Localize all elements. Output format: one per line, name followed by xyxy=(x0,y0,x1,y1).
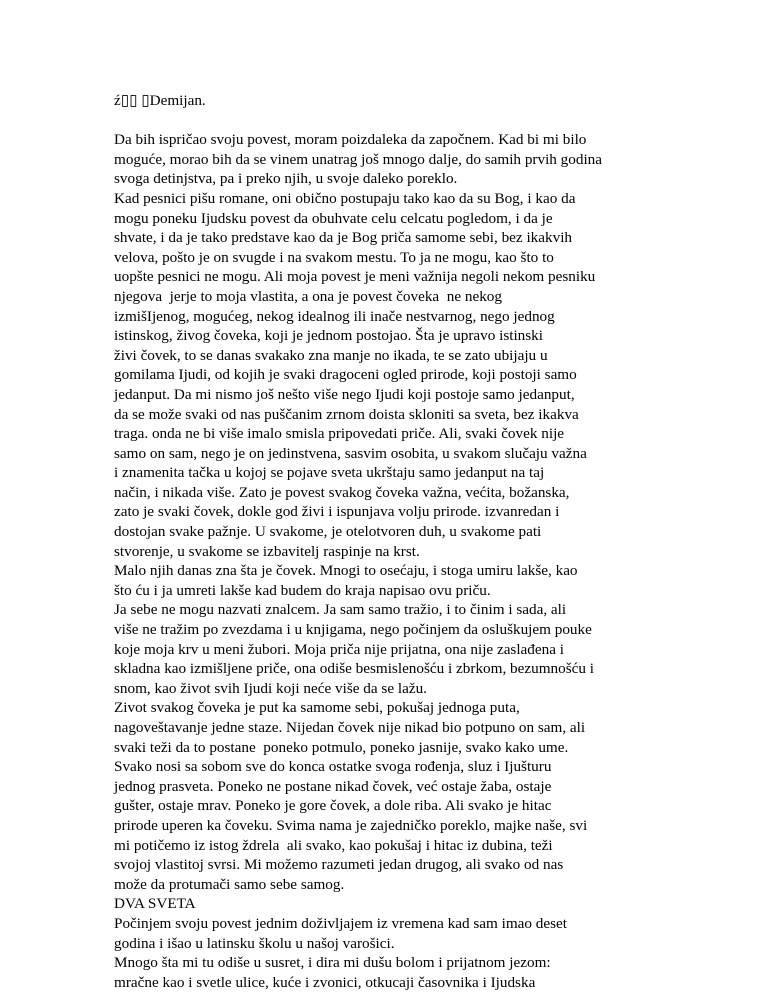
text-line: Ja sebe ne mogu nazvati znalcem. Ja sam samo tražio, i to činim i sada, ali xyxy=(114,601,567,619)
text-line: živi čovek, to se danas svakako zna manje no ikada, te se zato ubijaju u xyxy=(114,346,548,364)
text-line: način, i nikada više. Zato je povest svakog čoveka važna, većita, božanska, xyxy=(114,483,570,501)
document-body xyxy=(114,130,734,992)
text-line: mogu poneku Ijudsku povest da obuhvate celu celcatu pogledom, i da je xyxy=(114,209,553,227)
text-line: dostojan svake pažnje. U svakome, je otelotvoren duh, u svakome pati xyxy=(114,523,542,541)
text-line: prirode uperen ka čoveku. Svima nama je zajedničko poreklo, majke naše, svi xyxy=(114,816,588,834)
text-line: Svako nosi sa sobom sve do konca ostatke svoga rođenja, sluz i Ijušturu xyxy=(114,758,552,776)
text-line: svoga detinjstva, pa i preko njih, u svoje daleko poreklo. xyxy=(114,170,458,188)
text-line: može da protumači samo sebe samog. xyxy=(114,875,345,893)
text-line: jedanput. Da mi nismo još nešto više nego Ijudi koji postoje samo jedanput, xyxy=(114,385,575,403)
text-line: njegova jerje to moja vlastita, a ona je povest čoveka ne nekog xyxy=(114,287,502,305)
text-line: koje moja krv u meni žubori. Moja priča nije prijatna, ona nije zaslađena i xyxy=(114,640,564,658)
text-line: nagoveštavanje jedne staze. Nijedan čovek nije nikad bio potpuno on sam, ali xyxy=(114,719,586,736)
section-heading: DVA SVETA xyxy=(114,895,196,913)
text-line: i znamenita tačka u kojoj se pojave sveta ukrštaju samo jedanput na taj xyxy=(114,464,545,482)
text-line: shvate, i da je tako predstave kao da je Bog priča samome sebi, bez ikakvih xyxy=(114,229,573,247)
text-line: gomilama Ijudi, od kojih je svaki dragoceni ogled prirode, koji postoji samo xyxy=(114,366,577,384)
document-page xyxy=(114,91,734,992)
text-line: godina i išao u latinsku školu u našoj varošici. xyxy=(114,934,395,952)
text-line: skladna kao izmišljene priče, ona odiše besmislenošću i zbrkom, bezumnošću i xyxy=(114,660,594,678)
text-line: velova, pošto je on svugde i na svakom mestu. To ja ne mogu, kao što to xyxy=(114,248,554,266)
text-line: zato je svaki čovek, dokle god živi i ispunjava volju prirode. izvanredan i xyxy=(114,503,560,521)
text-line: da se može svaki od nas puščanim zrnom doista skloniti sa sveta, bez ikakva xyxy=(114,405,579,423)
text-line: Malo njih danas zna šta je čovek. Mnogi to osećaju, i stoga umiru lakše, kao xyxy=(114,562,578,580)
document-heading: ź▯▯ ▯Demijan. xyxy=(114,92,206,109)
text-line: Da bih ispričao svoju povest, moram poizdaleka da započnem. Kad bi mi bilo xyxy=(114,131,587,149)
text-line: snom, kao život svih Ijudi koji neće više da se lažu. xyxy=(114,679,427,697)
text-line: moguće, morao bih da se vinem unatrag još mnogo dalje, do samih prvih godina xyxy=(114,150,603,168)
text-line: mračne kao i svetle ulice, kuće i zvonici, otkucaji časovnika i Ijudska xyxy=(114,973,536,991)
text-line: Mnogo šta mi tu odiše u susret, i dira mi dušu bolom i prijatnom jezom: xyxy=(114,954,551,972)
blank-line xyxy=(114,111,734,131)
text-line: što ću i ja umreti lakše kad budem do kraja napisao ovu priču. xyxy=(114,581,491,599)
text-line: jednog prasveta. Poneko ne postane nikad čovek, već ostaje žaba, ostaje xyxy=(114,777,552,795)
text-line: gušter, ostaje mrav. Poneko je gore čovek, a dole riba. Ali svako je hitac xyxy=(114,797,552,815)
text-line: uopšte pesnici ne mogu. Ali moja povest je meni važnija negoli nekom pesniku xyxy=(114,268,596,286)
text-line: stvorenje, u svakome se izbavitelj raspinje na krst. xyxy=(114,542,420,560)
text-line: mi potičemo iz istog ždrela ali svako, kao pokušaj i hitac iz dubina, teži xyxy=(114,836,553,854)
text-line: Počinjem svoju povest jednim doživljajem iz vremena kad sam imao deset xyxy=(114,914,567,932)
text-line: traga. onda ne bi više imalo smisla pripovedati priče. Ali, svaki čovek nije xyxy=(114,425,565,443)
text-line: izmišIjenog, mogućeg, nekog idealnog ili inače nestvarnog, nego jednog xyxy=(114,307,555,325)
text-line: samo on sam, nego je on jedinstvena, sasvim osobita, u svakom slučaju važna xyxy=(114,444,587,462)
text-line: svaki teži da to postane poneko potmulo, poneko jasnije, svako kako ume. xyxy=(114,738,569,756)
text-line: Kad pesnici pišu romane, oni obično postupaju tako kao da su Bog, i kao da xyxy=(114,189,576,207)
text-line: svojoj vlastitoj svrsi. Mi možemo razumeti jedan drugog, ali svako od nas xyxy=(114,856,564,874)
text-line: istinskog, živog čoveka, koji je jednom postojao. Šta je upravo istinski xyxy=(114,327,543,345)
text-line: Zivot svakog čoveka je put ka samome sebi, pokušaj jednoga puta, xyxy=(114,699,520,717)
text-line: više ne tražim po zvezdama i u knjigama, nego počinjem da osluškujem pouke xyxy=(114,621,592,639)
